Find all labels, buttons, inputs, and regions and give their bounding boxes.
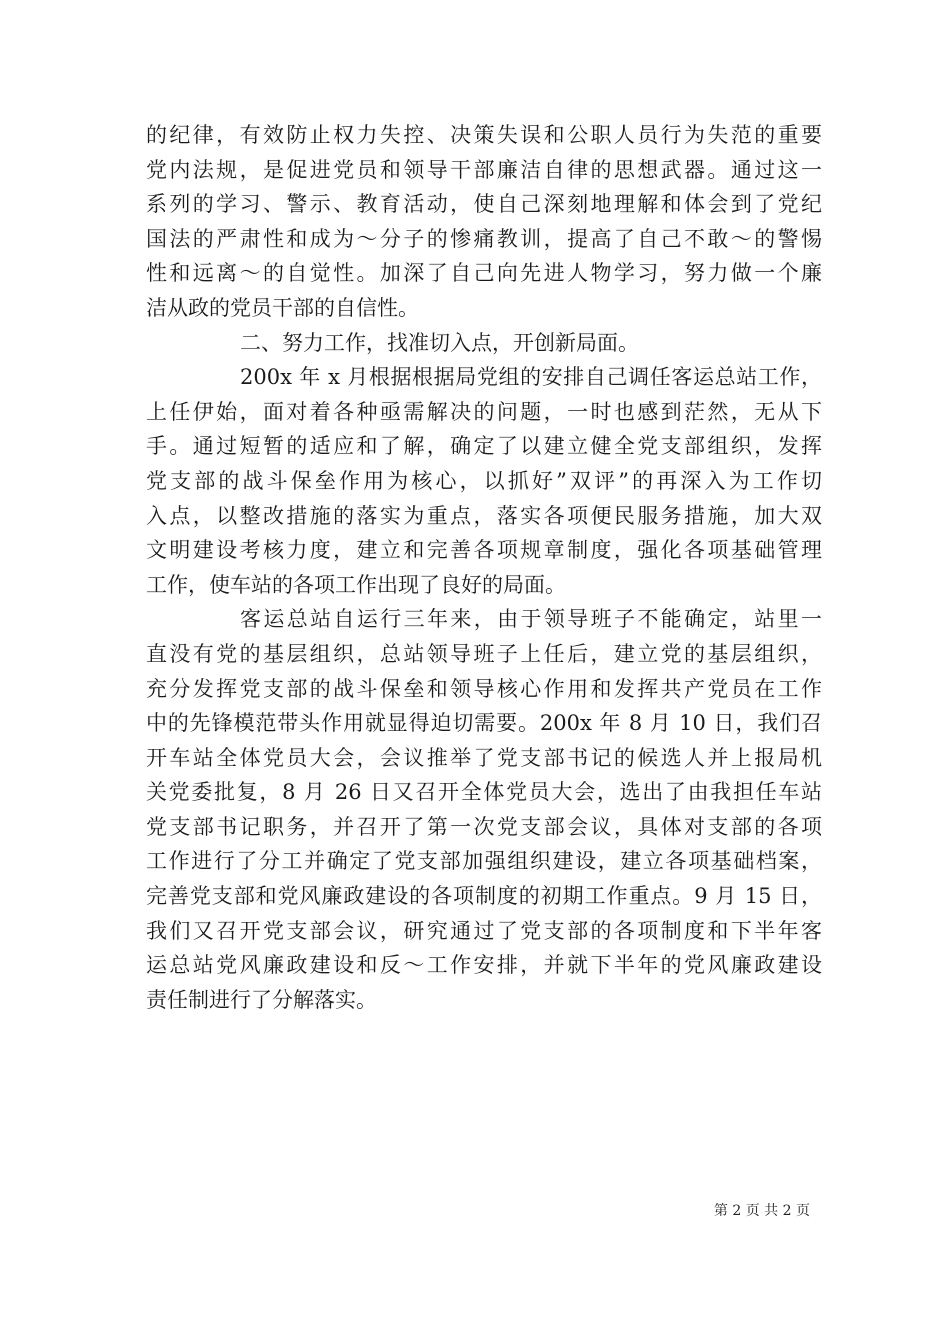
text-line: 党内法规，是促进党员和领导干部廉洁自律的思想武器。通过这一 <box>146 157 822 182</box>
text-line: 系列的学习、警示、教育活动，使自己深刻地理解和体会到了党纪 <box>146 192 822 217</box>
text-line: 开车站全体党员大会，会议推举了党支部书记的候选人并上报局机 <box>146 745 822 770</box>
text-line: 文明建设考核力度，建立和完善各项规章制度，强化各项基础管理 <box>146 538 822 563</box>
text-line: 党支部的战斗保垒作用为核心，以抓好”双评”的再深入为工作切 <box>146 468 822 493</box>
text-line: 直没有党的基层组织，总站领导班子上任后，建立党的基层组织， <box>146 641 822 666</box>
text-line: 的纪律，有效防止权力失控、决策失误和公职人员行为失范的重要 <box>146 123 822 147</box>
text-line: 运总站党风廉政建设和反～工作安排，并就下半年的党风廉政建设 <box>146 953 822 978</box>
text-line: 手。通过短暂的适应和了解，确定了以建立健全党支部组织，发挥 <box>146 434 822 459</box>
page-number: 第 2 页 共 2 页 <box>713 1203 810 1219</box>
section-heading-2 <box>146 326 822 361</box>
text-line: 党支部书记职务，并召开了第一次党支部会议，具体对支部的各项 <box>146 814 822 839</box>
text-line: 洁从政的党员干部的自信性。 <box>146 295 419 320</box>
text-line: 200x 年 x 月根据根据局党组的安排自己调任客运总站工作， <box>240 365 822 390</box>
paragraph-party-branch <box>146 602 822 1017</box>
text-line: 责任制进行了分解落实。 <box>146 987 377 1012</box>
text-line: 中的先锋模范带头作用就显得迫切需要。200x 年 8 月 10 日，我们召 <box>146 711 822 736</box>
text-line: 工作，使车站的各项工作出现了良好的局面。 <box>146 572 566 597</box>
text-line: 客运总站自运行三年来，由于领导班子不能确定，站里一 <box>240 607 822 632</box>
text-line: 完善党支部和党风廉政建设的各项制度的初期工作重点。9 月 15 日， <box>146 884 822 909</box>
text-line: 国法的严肃性和成为～分子的惨痛教训，提高了自己不敢～的警惕 <box>146 226 822 251</box>
section-heading-text: 二、努力工作，找准切入点，开创新局面。 <box>240 330 639 355</box>
text-line: 充分发挥党支部的战斗保垒和领导核心作用和发挥共产党员在工作 <box>146 676 822 701</box>
paragraph-appointment <box>146 360 822 602</box>
text-line: 性和远离～的自觉性。加深了自己向先进人物学习，努力做一个廉 <box>146 261 822 286</box>
text-line: 关党委批复，8 月 26 日又召开全体党员大会，选出了由我担任车站 <box>146 780 822 805</box>
text-line: 上任伊始，面对着各种亟需解决的问题，一时也感到茫然，无从下 <box>146 399 822 424</box>
text-line: 我们又召开党支部会议，研究通过了党支部的各项制度和下半年客 <box>146 918 822 943</box>
paragraph-discipline <box>146 118 822 326</box>
text-line: 入点，以整改措施的落实为重点，落实各项便民服务措施，加大双 <box>146 503 822 528</box>
document-body <box>146 118 822 1017</box>
text-line: 工作进行了分工并确定了党支部加强组织建设，建立各项基础档案， <box>146 849 822 874</box>
